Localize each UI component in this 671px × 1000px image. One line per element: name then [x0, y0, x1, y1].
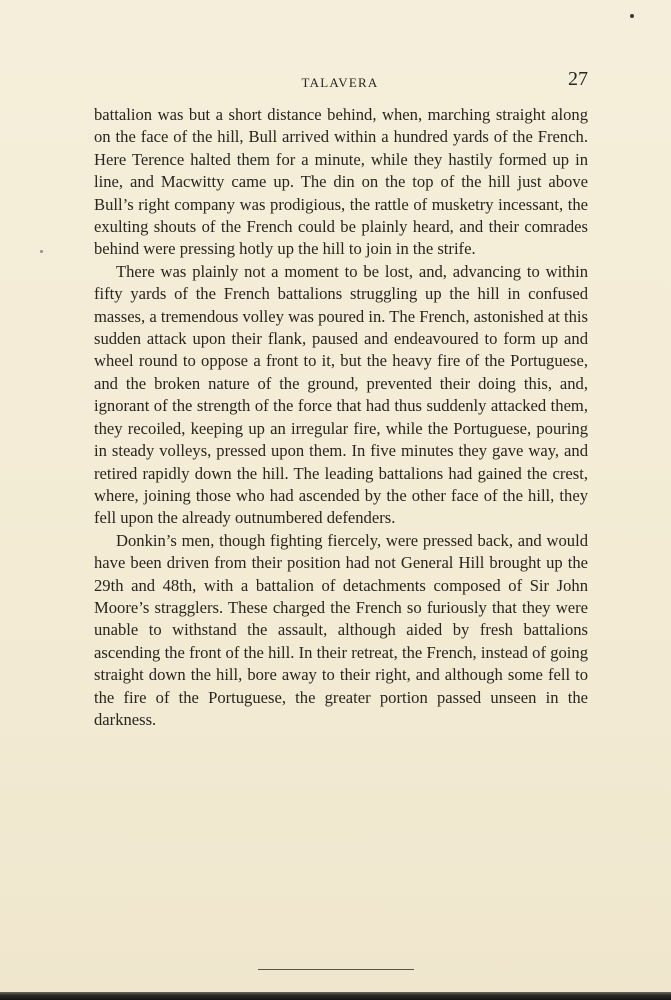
page-number: 27	[568, 68, 588, 90]
paragraph: There was plainly not a moment to be lost, and, advancing to within fifty yards of the French battalions struggling up the hill in confused masses, a tremendous volley was poured in. The French, astonished at this sudden attack upon their flank, paused and endeavoured to form up and wheel round to oppose a front to it, but the heavy fire of the Portuguese, and the broken nature of the ground, prevented their doing this, and, ignorant of the strength of the force that had thus suddenly attacked them, they recoiled, keeping up an irregular fire, while the Portuguese, pouring in steady volleys, pressed upon them. In five minutes they gave way, and retired rapidly down the hill. The leading battalions had gained the crest, where, joining those who had ascended by the other face of the hill, they fell upon the already outnumbered defenders.	[94, 261, 588, 528]
paragraph: Donkin’s men, though fighting fiercely, were pressed back, and would have been driven from their position had not General Hill brought up the 29th and 48th, with a battalion of detachments composed of Sir John Moore’s stragglers. These charged the French so furiously that they were unable to withstand the assault, although aided by fresh battalions ascending the front of the hill. In their retreat, the French, instead of going straight down the hill, bore away to their right, and although some fell to the fire of the Portuguese, the greater portion passed unseen in the darkness.	[94, 530, 588, 729]
body-text	[94, 104, 588, 731]
footer-rule	[258, 969, 414, 970]
ink-speck	[40, 250, 43, 253]
ink-speck	[630, 14, 634, 18]
page-bottom-edge	[0, 992, 671, 1000]
paragraph: battalion was but a short distance behind, when, marching straight along on the face of the hill, Bull arrived within a hundred yards of the French. Here Terence halted them for a minute, while they hastily formed up in line, and Macwitty came up. The din on the top of the hill just above Bull’s right company was prodigious, the rattle of musketry incessant, the exulting shouts of the French could be plainly heard, and their comrades behind were pressing hotly up the hill to join in the strife.	[94, 105, 588, 259]
running-head	[92, 68, 588, 96]
running-head-title: TALAVERA	[301, 75, 379, 90]
